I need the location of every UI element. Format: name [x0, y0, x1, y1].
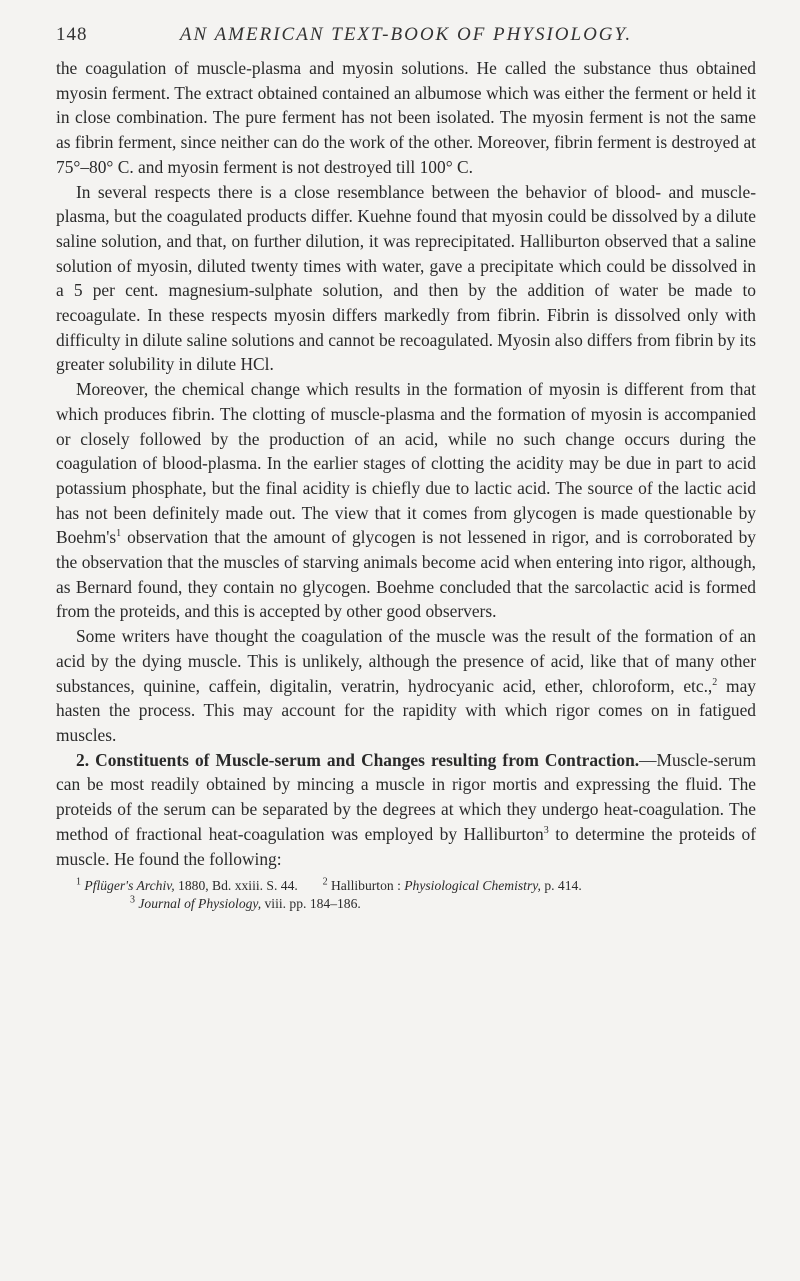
- footnote-3-journal: Journal of Physiology,: [135, 896, 262, 912]
- document-page: [56, 20, 756, 913]
- paragraph-3-text-a: Moreover, the chemical change which results in the formation of myosin is different from that which produces fibrin. The clotting of muscle-plasma and the formation of myosin is accompanied or closely followed by the production of an acid, while no such change occurs during the coagulation of blood-plasma. In the earlier stages of clotting the acidity may be due in part to acid potassium phosphate, but the final acidity is chiefly due to lactic acid. The source of the lactic acid has not been definitely made out. The view that it comes from glycogen is made questionable by Boehm's: [56, 379, 756, 548]
- paragraph-5-text-a: —Muscle-serum can be most readily obtained by mincing a muscle in rigor mortis and expressing the fluid. The proteids of the serum can be separated by the degrees at which they undergo heat-coagulation. The method of fractional heat-coagulation was employed by Halliburton: [56, 749, 756, 844]
- footnote-1-text: 1880, Bd. xxiii. S. 44.: [174, 878, 298, 894]
- paragraph-5: [56, 748, 756, 872]
- footnote-ref-1[interactable]: 1: [116, 528, 122, 540]
- footnote-ref-3[interactable]: 3: [543, 825, 549, 836]
- paragraph-4-text-b: may hasten the process. This may account for the rapidity with which rigor comes on in fatigued muscles.: [56, 675, 756, 745]
- paragraph-4: [56, 624, 756, 748]
- paragraph-3: [56, 377, 756, 624]
- paragraph-4-text-a: Some writers have thought the coagulation of the muscle was the result of the formation of an acid by the dying muscle. This is unlikely, although the presence of acid, like that of many other substances, quinine, caffein, digitalin, veratrin, hydrocyanic acid, ether, chloroform, etc.,: [56, 626, 756, 696]
- paragraph-5-text-b: to determine the proteids of muscle. He found the following:: [56, 823, 756, 869]
- paragraph-3-text-b: observation that the amount of glycogen is not lessened in rigor, and is corroborated by the observation that the muscles of starving animals become acid when entering into rigor, although, as Bernard found, they contain no glycogen. Boehme concluded that the sarcolactic acid is formed from the proteids, and this is accepted by other good observers.: [56, 527, 756, 622]
- paragraph-2: In several respects there is a close resemblance between the behavior of blood- and muscle-plasma, but the coagulated products differ. Kuehne found that myosin could be dissolved by a dilute saline solution, and that, on further dilution, it was reprecipitated. Halliburton observed that a saline solution of myosin, diluted twenty times with water, gave a precipitate which could be dissolved in a 5 per cent. magnesium-sulphate solution, and then by the addition of water be made to recoagulate. In these respects myosin differs markedly from fibrin. Fibrin is dissolved only with difficulty in dilute saline solutions and cannot be recoagulated. Myosin also differs from fibrin by its greater solubility in dilute HCl.: [56, 181, 756, 375]
- page-number: 148: [56, 24, 88, 45]
- footnote-1-journal: Pflüger's Archiv,: [84, 878, 175, 894]
- footnotes: [56, 877, 756, 913]
- footnote-mark-3: 3: [130, 894, 135, 906]
- footnote-2-author: Halliburton :: [327, 878, 405, 894]
- footnote-3-text: viii. pp. 184–186.: [261, 896, 361, 912]
- footnote-mark-1: 1: [76, 876, 81, 888]
- footnote-row-1: [56, 877, 756, 895]
- footnote-2-journal: Physiological Chemistry,: [404, 878, 541, 894]
- footnote-mark-2: 2: [322, 876, 328, 888]
- body-text: [56, 56, 756, 871]
- running-head: [56, 20, 756, 56]
- footnote-2-text: p. 414.: [540, 878, 582, 894]
- paragraph-1: the coagulation of muscle-plasma and myosin solutions. He called the substance thus obtained myosin ferment. The extract obtained contained an albumose which was either the ferment or held it in close combination. The pure ferment has not been isolated. The myosin ferment is not the same as fibrin ferment, since neither can do the work of the other. Moreover, fibrin ferment is destroyed at 75°–80° C. and myosin ferment is not destroyed till 100° C.: [56, 58, 756, 177]
- section-heading: 2. Constituents of Muscle-serum and Changes resulting from Contraction.: [76, 749, 640, 770]
- footnote-row-2: [56, 895, 756, 913]
- running-title: AN AMERICAN TEXT-BOOK OF PHYSIOLOGY.: [179, 24, 633, 45]
- footnote-ref-2[interactable]: 2: [712, 676, 718, 688]
